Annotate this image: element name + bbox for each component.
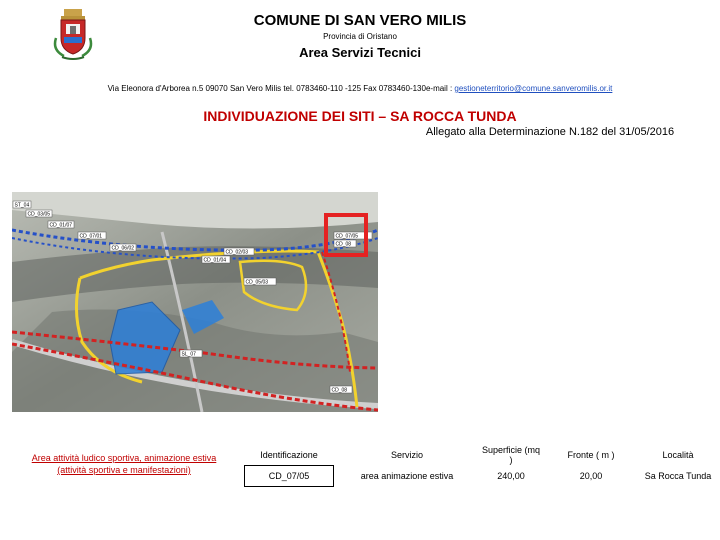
municipality-title: COMUNE DI SAN VERO MILIS <box>253 12 467 29</box>
header-service: Servizio <box>390 450 423 460</box>
cell-service: area animazione estiva <box>360 470 454 481</box>
map-label: CD_03/05 <box>27 211 51 218</box>
map-label: CD_06/02 <box>111 245 135 252</box>
attachment-reference: Allegato alla Determinazione N.182 del 31/05/2016 <box>425 126 675 138</box>
province-label: Provincia di Oristano <box>323 32 397 41</box>
table-row <box>245 465 717 486</box>
cell-surface: 240,00 <box>497 470 525 481</box>
map-label: CD_01/07 <box>49 222 73 229</box>
cell-identification: CD_07/05 <box>245 465 334 486</box>
legend-line: Area attività ludico sportiva, animazione estiva <box>31 453 217 463</box>
map-label: CD_07/05 <box>335 233 359 240</box>
map-label: SL_07 <box>181 351 196 358</box>
map-label: CD_08 <box>331 387 348 394</box>
header-location: Località <box>662 450 694 460</box>
map-label: CD_01/04 <box>203 257 227 264</box>
department-title: Area Servizi Tecnici <box>299 45 421 60</box>
legend-line: (attività sportiva e manifestazioni) <box>57 465 191 475</box>
site-map <box>12 192 378 412</box>
address-text: Via Eleonora d'Arborea n.5 09070 San Vero Milis tel. 0783460-110 -125 Fax 0783460-130e-mail : <box>107 84 455 93</box>
cell-location: Sa Rocca Tunda <box>644 470 712 481</box>
document-heading: INDIVIDUAZIONE DEI SITI – SA ROCCA TUNDA <box>203 108 517 124</box>
site-table <box>244 445 716 487</box>
map-legend <box>14 452 234 476</box>
header-identification: Identificazione <box>260 449 318 460</box>
map-label: CD_02/03 <box>225 249 249 256</box>
map-label: CD_05/03 <box>245 279 269 286</box>
municipal-crest <box>52 8 94 60</box>
email-link[interactable]: gestioneterritorio@comune.sanveromilis.or.it <box>454 84 613 93</box>
map-label: ST_04 <box>14 202 30 209</box>
map-label: CD_08 <box>335 241 352 248</box>
cell-front: 20,00 <box>579 470 603 481</box>
header-front: Fronte ( m ) <box>567 450 615 460</box>
table-header-row <box>245 445 717 465</box>
contact-address <box>40 84 680 93</box>
map-label: CD_07/01 <box>79 233 103 240</box>
header-surface: Superficie (mq ) <box>481 445 541 465</box>
